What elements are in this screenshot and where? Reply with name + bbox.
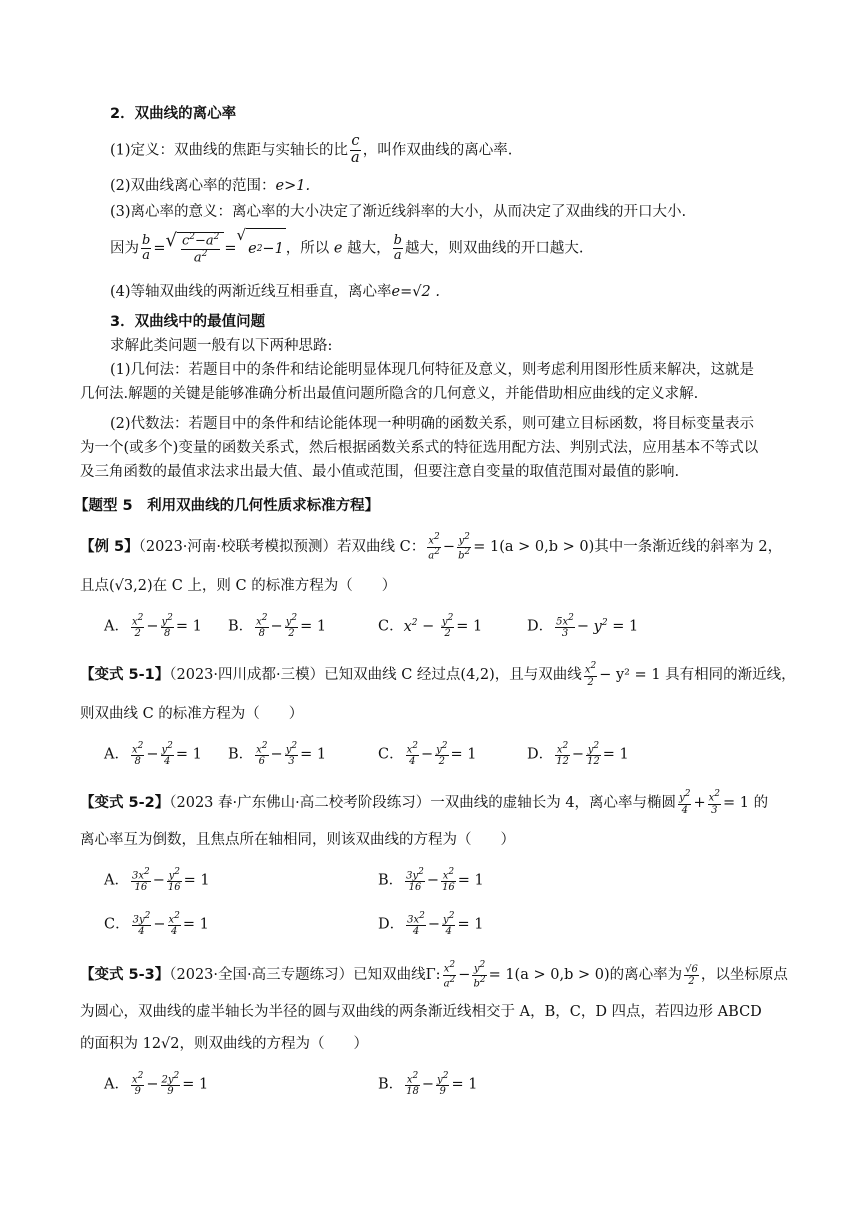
meaning-line: (3)离心率的意义：离心率的大小决定了渐近线斜率的大小，从而决定了双曲线的开口大小. xyxy=(110,204,687,220)
example5-line-2: 且点(√3,2)在 C 上，则 C 的标准方程为（ ） xyxy=(80,578,397,594)
geometric-method-line-2: 几何法.解题的关键是能够准确分析出最值问题所隐含的几何意义，并能借助相应曲线的定义求解. xyxy=(80,386,699,402)
option-c[interactable]: C．$x^2$ − $\frac{y^2}{2}$ = 1 xyxy=(378,613,483,640)
algebraic-method-line-1: (2)代数法：若题目中的条件和结论能体现一种明确的函数关系，则可建立目标函数，将目标变量表示 xyxy=(110,416,755,432)
range-line: (2)双曲线离心率的范围：e>1. xyxy=(110,178,311,194)
because-formula-line: 因为 $\frac{b}{a}$ = √ $\frac{c^2-a^2}{a^2}$ = √ e 2 −1 ，所以 e 越大， $\frac{b}{a}$ 越大，则双曲线的开口越大. xyxy=(110,228,584,269)
v53-option-b[interactable]: B． $\frac{x^2}{18}$ − $\frac{y^2}{9}$ = 1 xyxy=(378,1071,478,1098)
intro-line: 求解此类问题一般有以下两种思路: xyxy=(110,338,333,354)
v52-option-c[interactable]: C． $\frac{3y^2}{4}$ − $\frac{x^2}{4}$ = 1 xyxy=(104,911,209,938)
variant53-line-2: 为圆心，双曲线的虚半轴长为半径的圆与双曲线的两条渐近线相交于 A，B，C，D 四点，若四边形 ABCD xyxy=(80,1004,762,1020)
algebraic-method-line-2: 为一个(或多个)变量的函数关系式，然后根据函数关系式的特征选用配方法、判别式法，应用基本不等式以 xyxy=(80,440,759,456)
c-over-a-fraction: $\frac{c}{a}$ xyxy=(351,133,360,166)
topic-title: 【题型 5 利用双曲线的几何性质求标准方程】 xyxy=(74,498,380,514)
v52-option-b[interactable]: B． $\frac{3y^2}{16}$ − $\frac{x^2}{16}$ = 1 xyxy=(378,867,484,894)
geometric-method-line-1: (1)几何法：若题目中的条件和结论能明显体现几何特征及意义，则考虑利用图形性质来解决，这就是 xyxy=(110,362,755,378)
equal-axis-line: (4)等轴双曲线的两渐近线互相垂直，离心率e=√2 . xyxy=(110,284,440,300)
section-heading-eccentricity: 2．双曲线的离心率 xyxy=(110,106,237,122)
v51-option-c[interactable]: C． $\frac{x^2}{4}$ − $\frac{y^2}{2}$ = 1 xyxy=(378,741,477,768)
v51-option-d[interactable]: D． $\frac{x^2}{12}$ − $\frac{y^2}{12}$ = 1 xyxy=(527,741,629,768)
variant51-line-1: 【变式 5-1】（2023·四川成都·三模）已知双曲线 C 经过点(4,2)，且与双曲线 $\frac{x^2}{2}$ − y² = 1 具有相同的渐近线， xyxy=(80,661,796,688)
definition-line: (1)定义：双曲线的焦距与实轴长的比 $\frac{c}{a}$ ，叫作双曲线的离心率. xyxy=(110,133,513,166)
variant53-line-3: 的面积为 12√2，则双曲线的方程为（ ） xyxy=(80,1036,369,1052)
v53-option-a[interactable]: A． $\frac{x^2}{9}$ − $\frac{2y^2}{9}$ = 1 xyxy=(104,1071,209,1098)
v52-option-a[interactable]: A． $\frac{3x^2}{16}$ − $\frac{y^2}{16}$ = 1 xyxy=(104,867,210,894)
variant52-line-2: 离心率互为倒数，且焦点所在轴相同，则该双曲线的方程为（ ） xyxy=(80,832,515,848)
v52-option-d[interactable]: D． $\frac{3x^2}{4}$ − $\frac{y^2}{4}$ = 1 xyxy=(378,911,484,938)
section-heading-extremum: 3．双曲线中的最值问题 xyxy=(110,314,266,330)
algebraic-method-line-3: 及三角函数的最值求法求出最大值、最小值或范围，但要注意自变量的取值范围对最值的影响. xyxy=(80,464,680,480)
v51-option-b[interactable]: B． $\frac{x^2}{6}$ − $\frac{y^2}{3}$ = 1 xyxy=(228,741,327,768)
variant53-line-1: 【变式 5-3】（2023·全国·高三专题练习）已知双曲线Γ: $\frac{x^2}{a^2}$ − $\frac{y^2}{b^2}$ = 1(a > 0,b > 0)的离心率为 $\frac{√6}{2}$ ，以坐标原点 xyxy=(80,960,788,989)
v51-option-a[interactable]: A． $\frac{x^2}{8}$ − $\frac{y^2}{4}$ = 1 xyxy=(104,741,202,768)
example5-line-1: 【例 5】（2023·河南·校联考模拟预测）若双曲线 C： $\frac{x^2}{a^2}$ − $\frac{y^2}{b^2}$ = 1(a > 0,b > 0)其中一条渐近线的斜率为 2， xyxy=(80,532,783,561)
variant52-line-1: 【变式 5-2】（2023 春·广东佛山·高二校考阶段练习）一双曲线的虚轴长为 4，离心率与椭圆 $\frac{y^2}{4}$ + $\frac{x^2}{3}$ = 1 的 xyxy=(80,789,769,816)
variant51-line-2: 则双曲线 C 的标准方程为（ ） xyxy=(80,706,304,722)
option-d[interactable]: D． $\frac{5x^2}{3}$ − $y^2 = 1$ xyxy=(527,613,639,640)
option-b[interactable]: B． $\frac{x^2}{8}$ − $\frac{y^2}{2}$ = 1 xyxy=(228,613,327,640)
option-a[interactable]: A． $\frac{x^2}{2}$ − $\frac{y^2}{8}$ = 1 xyxy=(104,613,202,640)
